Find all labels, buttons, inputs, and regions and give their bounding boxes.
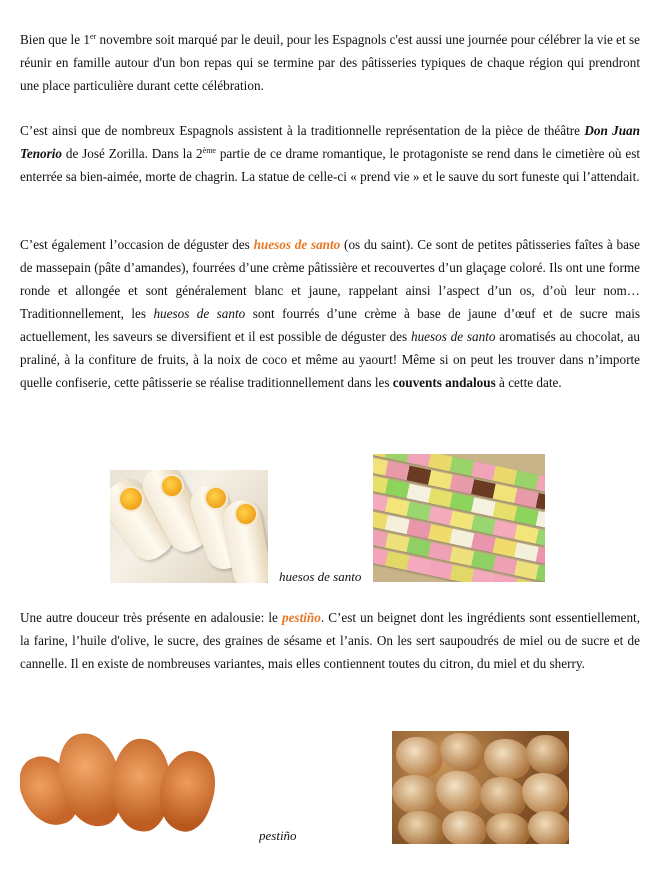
- highlight-term: huesos de santo: [253, 237, 341, 252]
- text-run: sont fourrés d’une crème à base de jaune d’œuf et de sucre mais actuellement, les saveurs se diversifient et il est possible de déguster des: [20, 306, 640, 344]
- text-run: novembre soit marqué par le deuil, pour les Espagnols c'est aussi une journée pour célébrer la vie et se réunir en famille autour d'un bon repas qui se termine par des pâtisseries typiques de chaque région qui prendront une place particulière durant cette célébration.: [20, 32, 640, 93]
- text-run: partie de ce drame romantique, le protagoniste se rend dans le cimetière où est enterrée sa bien-aimée, morte de chagrin. La statue de celle-ci « prend vie » et le sauve du sort funeste qui l’attendait.: [20, 146, 641, 184]
- huesos-de-santo-photo-2: [373, 454, 545, 582]
- text-run: (os du saint). Ce sont de petites pâtisseries faîtes à base de massepain (pâte d’amandes), fourrées d’une crème pâtissière et recouvertes d’un glaçage coloré. Ils ont une forme ronde et allongée et sont généralement blanc et jaune, rappelant ainsi l’aspect d’un os, d’où leur nom… Traditionnellement, les: [20, 237, 640, 321]
- huesos-de-santo-photo-1: [110, 470, 268, 583]
- huesos-caption: huesos de santo: [279, 569, 362, 584]
- text-run: de José Zorilla. Dans la 2: [62, 146, 203, 161]
- ordinal-superscript: er: [89, 32, 97, 41]
- play-title: Don Juan Tenorio: [20, 123, 640, 161]
- paragraph-don-juan: [20, 119, 640, 188]
- paragraph-intro: [20, 28, 640, 97]
- paragraph-pestino: [20, 606, 640, 675]
- pestino-caption: pestiño: [259, 828, 297, 843]
- text-run: Une autre douceur très présente en adalousie: le: [20, 610, 282, 625]
- text-run: C’est ainsi que de nombreux Espagnols assistent à la traditionnelle représentation de la pièce de théâtre: [20, 123, 585, 138]
- italic-term: huesos de santo: [153, 306, 246, 321]
- text-run: à cette date.: [495, 375, 562, 390]
- bold-term: couvents andalous: [392, 375, 496, 390]
- text-run: Bien que le 1: [20, 32, 90, 47]
- highlight-term: pestiño: [281, 610, 321, 625]
- text-run: . C’est un beignet dont les ingrédients sont essentiellement, la farine, l’huile d'olive, le sucre, des graines de sésame et l’anis. On les sert saupoudrés de miel ou de sucre et de cannelle. Il en existe de nombreuses variantes, mais elles contiennent toutes du citron, du miel et du sherry.: [20, 610, 640, 671]
- pestino-photo-2: [392, 731, 569, 844]
- paragraph-huesos: [20, 233, 640, 394]
- text-run: aromatisés au chocolat, au praliné, à la confiture de fruits, à la noix de coco et même au yaourt! Même si on peut les trouver dans n’importe quelle confiserie, cette pâtisserie se réalise traditionnellement dans les: [20, 329, 640, 390]
- italic-term: huesos de santo: [410, 329, 496, 344]
- text-run: C’est également l’occasion de déguster des: [20, 237, 254, 252]
- pestino-photo-1: [20, 729, 218, 842]
- ordinal-superscript: ème: [202, 146, 216, 155]
